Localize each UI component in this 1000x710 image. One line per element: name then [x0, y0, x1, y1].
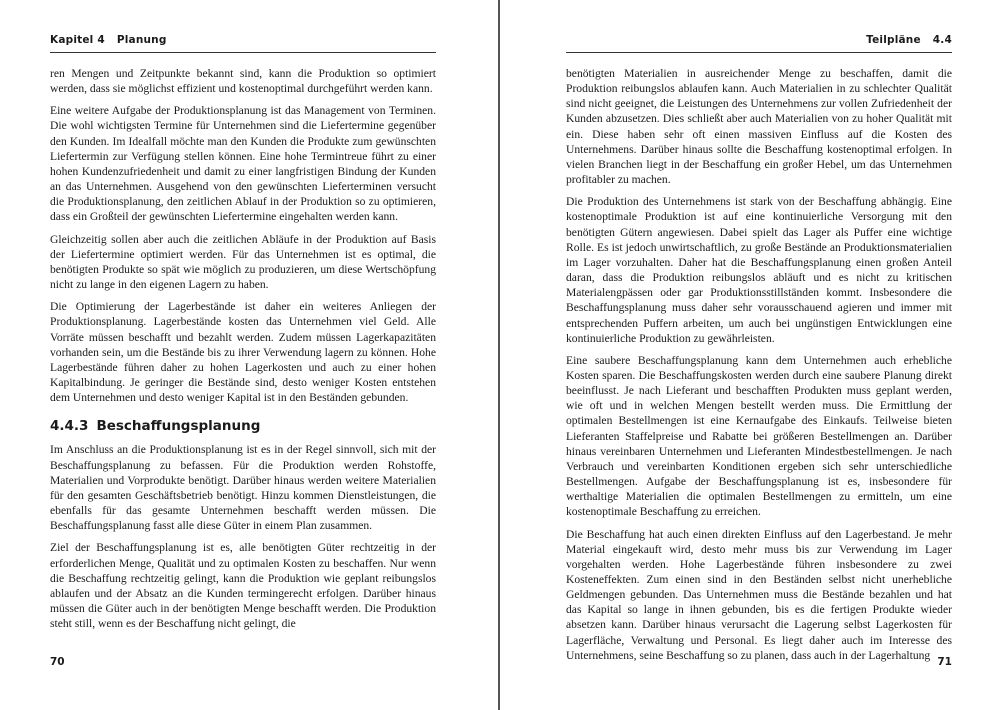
right-page [500, 0, 1000, 710]
running-header-left [50, 34, 436, 53]
chapter-label: Kapitel 4 [50, 34, 105, 46]
paragraph: Im Anschluss an die Produktionsplanung ist es in der Regel sinnvoll, sich mit der Beschaffungsplanung zu befassen. Für die Produktion werden Rohstoffe, Materialien und Vorprodukte benötigt. Darüber hinaus werden weitere Materialien für den gesamten Geschäftsbetrieb benötigt. Hinzu kommen Dienstleistungen, die ebenfalls für das gesamte Unternehmen beschafft werden müssen. Die Beschaffungsplanung fasst alle diese Güter in einem Plan zusammen. [50, 443, 436, 533]
paragraph: Eine saubere Beschaffungsplanung kann dem Unternehmen auch erhebliche Kosten sparen. Die Beschaffungskosten werden durch eine saubere Planung direkt beeinflusst. Je nach Lieferant und beschafften Produkten muss geplant werden, wie oft und in welchen Mengen bestellt werden muss. Die Ermittlung der optimalen Bestellmengen ist eine Kernaufgabe des Einkaufs. Teilweise bieten Lieferanten Staffelpreise und Rabatte bei größeren Bestellmengen an. Darüber hinaus vereinbaren Unternehmen und Lieferanten Mindestbestellmengen. Je nach Verbrauch und vereinbarten Konditionen ergeben sich sehr unterschiedliche Bestellmengen. Aufgabe der Beschaffungsplanung ist es, insbesondere für werthaltige Materialien die optimalen Bestellmengen zu ermitteln, um eine kostenoptimale Beschaffung zu erreichen. [566, 353, 952, 519]
paragraph: Die Produktion des Unternehmens ist stark von der Beschaffung abhängig. Eine kostenoptimale Produktion ist auf eine kontinuierliche Versorgung mit den benötigten Gütern angewiesen. Dabei spielt das Lager als Puffer eine wichtige Rolle. Es ist jedoch unwirtschaftlich, zu große Bestände an Produktionsmaterialien im Lager vorzuhalten. Daher hat die Beschaffungsplanung einen großen Anteil daran, dass die Produktion reibungslos abläuft und es nicht zu kritischen Materialengpässen oder gar Produktionsstillständen kommt. Insbesondere die Beschaffungsplanung muss daher sehr vorausschauend agieren und immer mit entsprechenden Puffern arbeiten, um auch bei ungünstigen Entwicklungen eine kontinuierliche Produktion zu gewährleisten. [566, 195, 952, 345]
paragraph: benötigten Materialien in ausreichender Menge zu beschaffen, damit die Produktion reibungslos ablaufen kann. Auch Materialien in zu schlechter Qualität sind nicht geeignet, die Leistungen des Unternehmens zur vollen Zufriedenheit der Kunden abzusetzen. Dies schließt aber auch Materialien von zu hoher Qualität mit ein. Diese haben sehr oft einen massiven Einfluss auf die Kosten des Unternehmens. Darüber hinaus sollte die Beschaffung kostenoptimal erfolgen. In vielen Branchen liegt in der Beschaffung ein großer Hebel, um das Unternehmen profitabler zu machen. [566, 67, 952, 187]
section-title: Beschaffungsplanung [96, 418, 261, 435]
paragraph: Ziel der Beschaffungsplanung ist es, alle benötigten Güter rechtzeitig in der erforderlichen Menge, Qualität und zu optimalen Kosten zu beschaffen. Nur wenn die Beschaffung rechtzeitig gelingt, kann die Produktion wie geplant reibungslos ablaufen und der Absatz an die Kunden termingerecht erfolgen. Darüber hinaus müssen die Güter auch in der benötigten Menge beschafft werden. Die Produktion steht still, wenn es der Beschaffung nicht gelingt, die [50, 541, 436, 631]
paragraph: Die Beschaffung hat auch einen direkten Einfluss auf den Lagerbestand. Je mehr Material eingekauft wird, desto mehr muss bis zur Verwendung im Lager vorgehalten werden. Hohe Lagerbestände führen insbesondere zu zwei Kosteneffekten. Zum einen sind in den Beständen selbst nicht unerhebliche Geldmengen gebunden. Das Unternehmen muss die Bestände bezahlen und hat das Kapital so lange in ihnen gebunden, bis es die fertigen Produkte wieder absetzen kann. Darüber hinaus verursacht die Lagerung selbst Lagerkosten für Lagerfläche, Verwaltung und Personal. Es liegt daher auch im Interesse des Unternehmens, seine Beschaffung so zu planen, dass auch in der Lagerhaltung [566, 527, 952, 662]
page-number-left: 70 [50, 656, 65, 668]
running-header-right [566, 34, 952, 53]
paragraph: Die Optimierung der Lagerbestände ist daher ein weiteres Anliegen der Produktionsplanung. Lagerbestände kosten das Unternehmen viel Geld. Alle Vorräte müssen beschafft und bezahlt werden. Zudem müssen Lagerkapazitäten vorhanden sein, um die Bestände bis zu ihrer Verwendung lagern zu können. Hohe Lagerbestände führen daher zu hohen Lagerkosten und auch zu einer hohen Kapitalbindung. Je geringer die Bestände sind, desto weniger Kosten entstehen dem Unternehmen und desto weniger Kapital ist in den Beständen gebunden. [50, 300, 436, 405]
section-heading [50, 419, 436, 434]
section-label: 4.4 [932, 34, 952, 46]
left-page-body [50, 66, 436, 638]
paragraph: Eine weitere Aufgabe der Produktionsplanung ist das Management von Terminen. Die wohl wichtigsten Termine für Unternehmen sind die Liefertermine gegenüber den Kunden. Im Idealfall möchte man den Kunden die Produkte zum gewünschten Liefertermin zur Verfügung stellen können. Eine hohe Termintreue führt zu einer hohen Kundenzufriedenheit und damit zu einer langfristigen Bindung der Kunden an das Unternehmen. Ausgehend von den gewünschten Lieferterminen versucht die Produktionsplanung, den zeitlichen Ablauf in der Produktion so zu optimieren, dass ein Großteil der gewünschten Liefertermine eingehalten werden kann. [50, 104, 436, 224]
paragraph: Gleichzeitig sollen aber auch die zeitlichen Abläufe in der Produktion auf Basis der Liefertermine optimiert werden. Für das Unternehmen ist es optimal, die benötigten Produkte so spät wie möglich zu produzieren, um diese Wertschöpfung nicht zu lange in den eigenen Lagern zu haben. [50, 232, 436, 292]
right-page-body [566, 66, 952, 670]
chapter-title: Planung [116, 34, 167, 46]
section-number: 4.4.3 [50, 418, 89, 435]
page-number-right: 71 [937, 656, 952, 668]
section-name: Teilpläne [866, 34, 921, 46]
paragraph: ren Mengen und Zeitpunkte bekannt sind, kann die Produktion so optimiert werden, dass sie möglichst effizient und kostenoptimal durchgeführt werden kann. [50, 67, 436, 96]
